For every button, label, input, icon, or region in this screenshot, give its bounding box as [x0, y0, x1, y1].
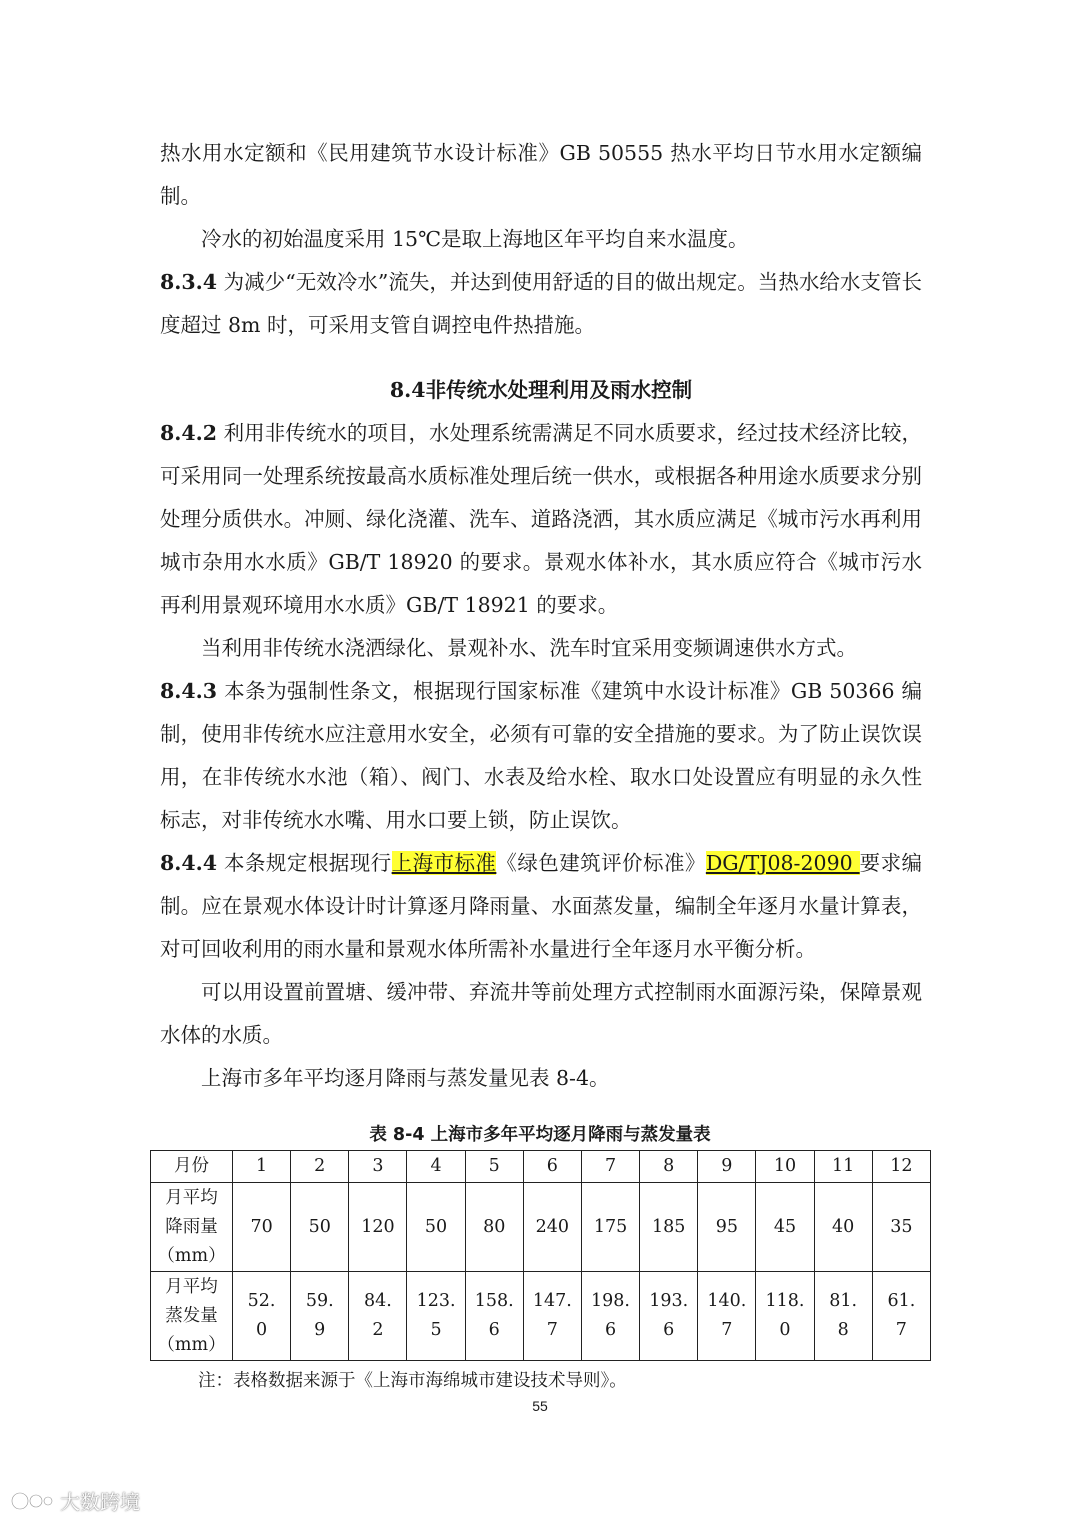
rainfall-value-cell: 95	[698, 1183, 756, 1272]
clause-8-4-4: 8.4.4 本条规定根据现行上海市标准《绿色建筑评价标准》DG/TJ08-2090 要求编制。应在景观水体设计时计算逐月降雨量、水面蒸发量，编制全年逐月水量计算表，对可回收利用的雨水量和景观水体所需补水量进行全年逐月水平衡分析。	[160, 851, 923, 961]
highlighted-link-standard-code[interactable]: DG/TJ08-2090	[705, 851, 860, 875]
month-cell: 10	[756, 1151, 814, 1183]
month-cell: 4	[407, 1151, 465, 1183]
evaporation-value-cell: 158. 6	[465, 1272, 523, 1361]
evaporation-value-cell: 147. 7	[523, 1272, 581, 1361]
evaporation-label-cell: 月平均 蒸发量 （mm）	[151, 1272, 233, 1361]
rainfall-value-cell: 120	[349, 1183, 407, 1272]
month-cell: 5	[465, 1151, 523, 1183]
clause-8-4-3: 8.4.3 本条为强制性条文，根据现行国家标准《建筑中水设计标准》GB 50366 编制，使用非传统水应注意用水安全，必须有可靠的安全措施的要求。为了防止误饮误用，在非传统水水池（箱）、阀门、水表及给水栓、取水口处设置应有明显的永久性标志，对非传统水水嘴、用水口要上锁，防止误饮。	[160, 679, 922, 832]
month-cell: 11	[814, 1151, 872, 1183]
clause-number: 8.3.4	[160, 270, 218, 294]
watermark-text: 大数跨境	[60, 1490, 140, 1514]
evaporation-value-cell: 123. 5	[407, 1272, 465, 1361]
evaporation-value-cell: 59. 9	[291, 1272, 349, 1361]
table-note: 注：表格数据来源于《上海市海绵城市建设技术导则》。	[198, 1371, 627, 1391]
month-cell: 1	[233, 1151, 291, 1183]
month-cell: 7	[581, 1151, 639, 1183]
clause-number: 8.4.3	[160, 679, 218, 703]
month-cell: 9	[698, 1151, 756, 1183]
table-header-row	[151, 1151, 931, 1183]
paragraph-hot-water-quota: 热水用水定额和《民用建筑节水设计标准》GB 50555 热水平均日节水用水定额编制。	[160, 141, 922, 208]
paragraph-pretreatment: 可以用设置前置塘、缓冲带、弃流井等前处理方式控制雨水面源污染，保障景观水体的水质。	[160, 980, 922, 1047]
evaporation-value-cell: 84. 2	[349, 1272, 407, 1361]
paragraph-cold-water-temp: 冷水的初始温度采用 15℃是取上海地区年平均自来水温度。	[201, 227, 749, 251]
rain-evaporation-table	[150, 1150, 931, 1361]
rainfall-value-cell: 80	[465, 1183, 523, 1272]
clause-8-4-2: 8.4.2 利用非传统水的项目，水处理系统需满足不同水质要求，经过技术经济比较，可采用同一处理系统按最高水质标准处理后统一供水，或根据各种用途水质要求分别处理分质供水。冲厕、绿化浇灌、洗车、道路浇洒，其水质应满足《城市污水再利用城市杂用水水质》GB/T 18920 的要求。景观水体补水，其水质应符合《城市污水再利用景观环境用水水质》GB/T 18921 的要求。	[160, 421, 922, 617]
rainfall-value-cell: 45	[756, 1183, 814, 1272]
rainfall-value-cell: 50	[291, 1183, 349, 1272]
clause-8-3-4: 8.3.4 为减少“无效冷水”流失，并达到使用舒适的目的做出规定。当热水给水支管长度超过 8m 时，可采用支管自调控电件热措施。	[160, 270, 922, 337]
rainfall-value-cell: 35	[872, 1183, 930, 1272]
evaporation-value-cell: 61. 7	[872, 1272, 930, 1361]
evaporation-row	[151, 1272, 931, 1361]
rainfall-label-cell: 月平均 降雨量 （mm）	[151, 1183, 233, 1272]
month-cell: 3	[349, 1151, 407, 1183]
page-number: 55	[532, 1398, 548, 1414]
paragraph-variable-frequency: 当利用非传统水浇洒绿化、景观补水、洗车时宜采用变频调速供水方式。	[201, 636, 857, 660]
paragraph-table-reference: 上海市多年平均逐月降雨与蒸发量见表 8-4。	[201, 1066, 610, 1090]
clause-number: 8.4.4	[160, 851, 218, 875]
rainfall-value-cell: 50	[407, 1183, 465, 1272]
section-heading: 8.4非传统水处理利用及雨水控制	[389, 378, 693, 402]
rainfall-value-cell: 175	[581, 1183, 639, 1272]
evaporation-value-cell: 140. 7	[698, 1272, 756, 1361]
month-cell: 2	[291, 1151, 349, 1183]
month-cell: 8	[640, 1151, 698, 1183]
rainfall-row	[151, 1183, 931, 1272]
evaporation-value-cell: 193. 6	[640, 1272, 698, 1361]
header-label-cell: 月份	[151, 1151, 233, 1183]
highlighted-link-shanghai-standard[interactable]: 上海市标准	[391, 851, 497, 875]
evaporation-value-cell: 118. 0	[756, 1272, 814, 1361]
rainfall-value-cell: 70	[233, 1183, 291, 1272]
watermark	[10, 1486, 140, 1515]
month-cell: 12	[872, 1151, 930, 1183]
table-title: 表 8-4 上海市多年平均逐月降雨与蒸发量表	[369, 1125, 711, 1145]
month-cell: 6	[523, 1151, 581, 1183]
body-text	[160, 132, 922, 1100]
clause-number: 8.4.2	[160, 421, 218, 445]
evaporation-value-cell: 81. 8	[814, 1272, 872, 1361]
rainfall-value-cell: 40	[814, 1183, 872, 1272]
watermark-logo-icon	[10, 1488, 54, 1514]
rainfall-value-cell: 240	[523, 1183, 581, 1272]
evaporation-value-cell: 52. 0	[233, 1272, 291, 1361]
rainfall-value-cell: 185	[640, 1183, 698, 1272]
evaporation-value-cell: 198. 6	[581, 1272, 639, 1361]
